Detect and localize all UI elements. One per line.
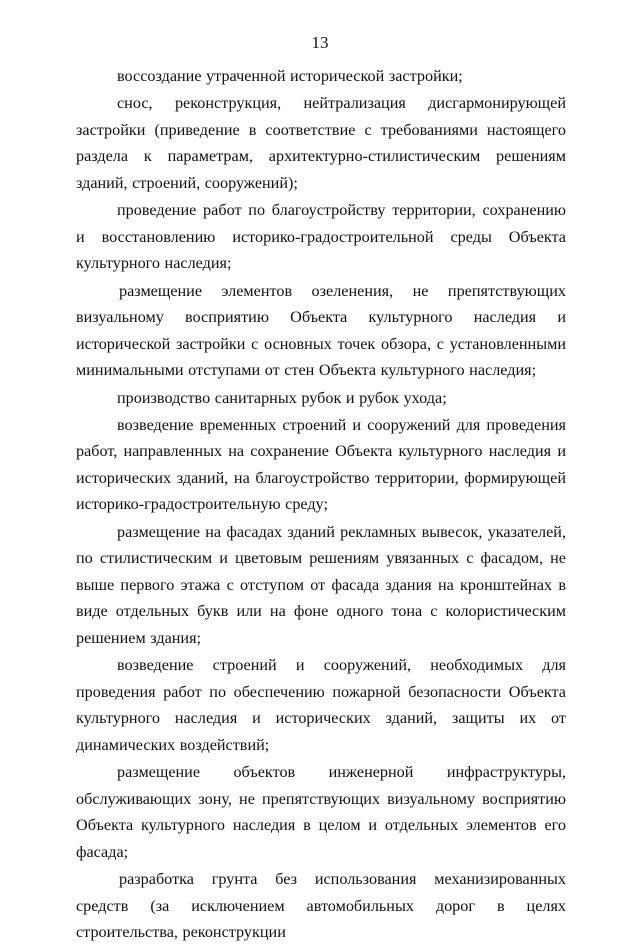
page-number: 13 [311,33,329,52]
document-body [76,63,566,946]
paragraph-sanitary-felling: производство санитарных рубок и рубок ухода; [117,388,447,407]
paragraph-signage: размещение на фасадах зданий рекламных вывесок, указателей, по стилистическим и цветовым решениям увязанных с фасадом, не выше первого этажа с отступом от фасада здания на кронштейнах в виде отдельных букв или на фоне одного тона с колористическим решением здания; [76,522,566,648]
paragraph-excavation: разработка грунта без использования механизированных средств (за исключением автомобильных дорог в целях строительства, реконструкции [76,870,566,942]
paragraph-restoration: воссоздание утраченной исторической застройки; [117,67,463,85]
paragraph-fire-safety: возведение строений и сооружений, необходимых для проведения работ по обеспечению пожарной безопасности Объекта культурного наследия и исторических зданий, защиты их от динамических воздействий; [76,656,566,754]
paragraph-demolition: снос, реконструкция, нейтрализация дисгармонирующей застройки (приведение в соответствие с требованиями настоящего раздела к параметрам, архитектурно-стилистическим решениям зданий, строений, сооружений); [76,94,566,192]
paragraph-improvement-works: проведение работ по благоустройству территории, сохранению и восстановлению историко-градостроительной среды Объекта культурного наследия; [76,201,566,273]
paragraph-greenery: размещение элементов озеленения, не препятствующих визуальному восприятию Объекта культурного наследия и исторической застройки с основных точек обзора, с установленными минимальными отступами от стен Объекта культурного наследия; [76,281,566,380]
paragraph-infrastructure: размещение объектов инженерной инфраструктуры, обслуживающих зону, не препятствующих визуальному восприятию Объекта культурного наследия в целом и отдельных элементов его фасада; [76,763,566,861]
paragraph-temporary-structures: возведение временных строений и сооружений для проведения работ, направленных на сохранение Объекта культурного наследия и исторических зданий, на благоустройство территории, формирующей историко-градостроительную среду; [76,415,566,514]
